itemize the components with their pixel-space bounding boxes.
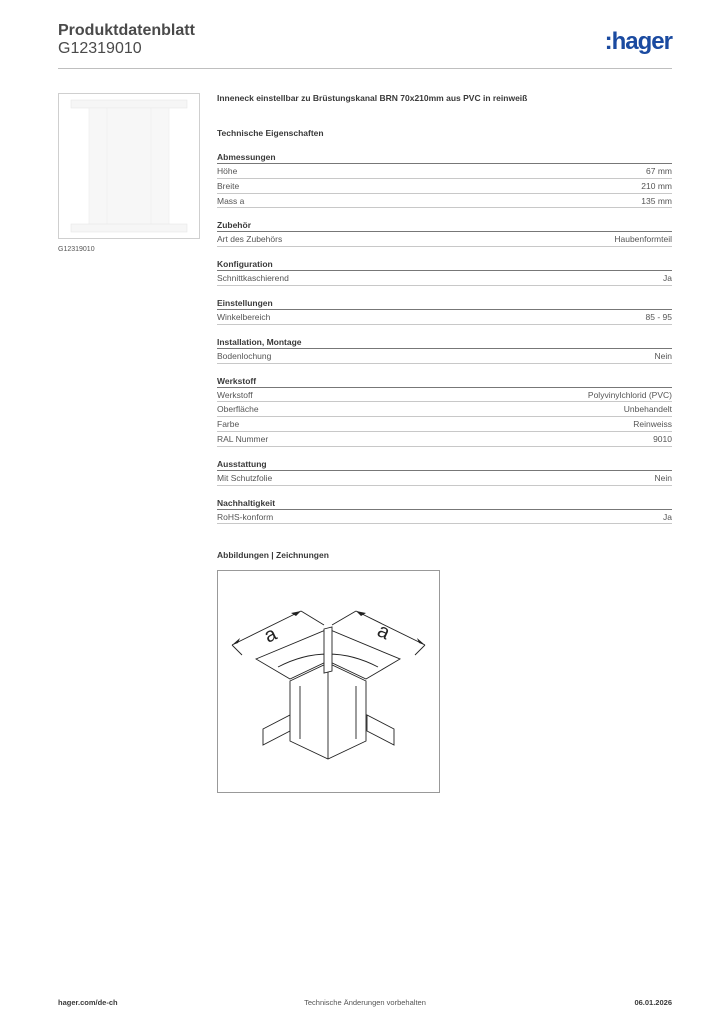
section-heading: Werkstoff (217, 375, 672, 388)
property-value: Reinweiss (633, 419, 672, 430)
section-heading: Ausstattung (217, 458, 672, 471)
property-value: 85 - 95 (645, 311, 672, 322)
hager-logo: :hager (604, 28, 672, 55)
property-row (217, 388, 672, 403)
product-title: Inneneck einstellbar zu Brüstungskanal BRN 70x210mm aus PVC in reinweiß (217, 93, 528, 103)
property-label: Schnittkaschierend (217, 273, 289, 284)
section-heading: Installation, Montage (217, 336, 672, 349)
property-label: Werkstoff (217, 389, 253, 400)
property-section (217, 497, 672, 525)
property-label: Höhe (217, 166, 238, 176)
page-footer (58, 998, 672, 1010)
property-value: Haubenformteil (614, 234, 672, 245)
property-row (217, 271, 672, 286)
section-heading: Nachhaltigkeit (217, 497, 672, 510)
property-label: Mit Schutzfolie (217, 472, 273, 483)
product-thumbnail-image (59, 94, 199, 238)
property-sections (217, 151, 672, 524)
property-value: Unbehandelt (623, 404, 672, 415)
property-row (217, 179, 672, 194)
property-label: Breite (217, 180, 240, 191)
header-divider (58, 68, 672, 69)
property-section (217, 458, 672, 486)
property-value: 67 mm (646, 166, 672, 176)
property-label: Farbe (217, 419, 240, 430)
section-heading: Einstellungen (217, 297, 672, 310)
property-row (217, 349, 672, 364)
property-row (217, 194, 672, 209)
logo-text: hager (611, 28, 672, 55)
property-section (217, 151, 672, 208)
product-code: G12319010 (58, 40, 142, 57)
property-value: 9010 (653, 433, 672, 444)
property-label: Bodenlochung (217, 350, 272, 361)
property-value: Ja (663, 273, 672, 284)
property-label: Mass a (217, 195, 245, 206)
property-row (217, 432, 672, 447)
page-title: Produktdatenblatt (58, 22, 195, 39)
thumbnail-caption: G12319010 (58, 246, 95, 253)
property-label: RoHS-konform (217, 511, 274, 522)
property-row (217, 232, 672, 247)
property-label: Winkelbereich (217, 311, 271, 322)
property-section (217, 375, 672, 447)
property-label: Oberfläche (217, 404, 259, 415)
property-row (217, 164, 672, 179)
dimension-label-left: a (260, 622, 281, 648)
property-row (217, 310, 672, 325)
property-label: Art des Zubehörs (217, 234, 283, 245)
property-section (217, 297, 672, 325)
technical-drawing-image (218, 571, 439, 792)
footer-date: 06.01.2026 (634, 998, 672, 1007)
section-heading: Konfiguration (217, 258, 672, 271)
footer-url[interactable]: hager.com/de-ch (58, 998, 118, 1007)
property-row (217, 417, 672, 432)
property-value: 135 mm (641, 195, 672, 206)
section-heading: Zubehör (217, 219, 672, 232)
product-details (217, 93, 672, 524)
property-value: 210 mm (641, 180, 672, 191)
property-section (217, 258, 672, 286)
property-value: Nein (654, 472, 672, 483)
property-value: Ja (663, 511, 672, 522)
product-thumbnail (58, 93, 200, 239)
section-heading: Abmessungen (217, 151, 672, 164)
footer-notice: Technische Änderungen vorbehalten (304, 998, 426, 1007)
property-value: Nein (654, 350, 672, 361)
tech-heading: Technische Eigenschaften (217, 128, 324, 138)
property-label: RAL Nummer (217, 433, 269, 444)
page-header (58, 20, 672, 66)
dimension-label-right: a (373, 619, 394, 645)
property-row (217, 402, 672, 417)
property-section (217, 219, 672, 247)
property-row (217, 510, 672, 525)
property-value: Polyvinylchlorid (PVC) (587, 389, 672, 400)
property-row (217, 471, 672, 486)
property-section (217, 336, 672, 364)
figure-heading: Abbildungen | Zeichnungen (217, 550, 329, 560)
technical-drawing (217, 570, 440, 793)
